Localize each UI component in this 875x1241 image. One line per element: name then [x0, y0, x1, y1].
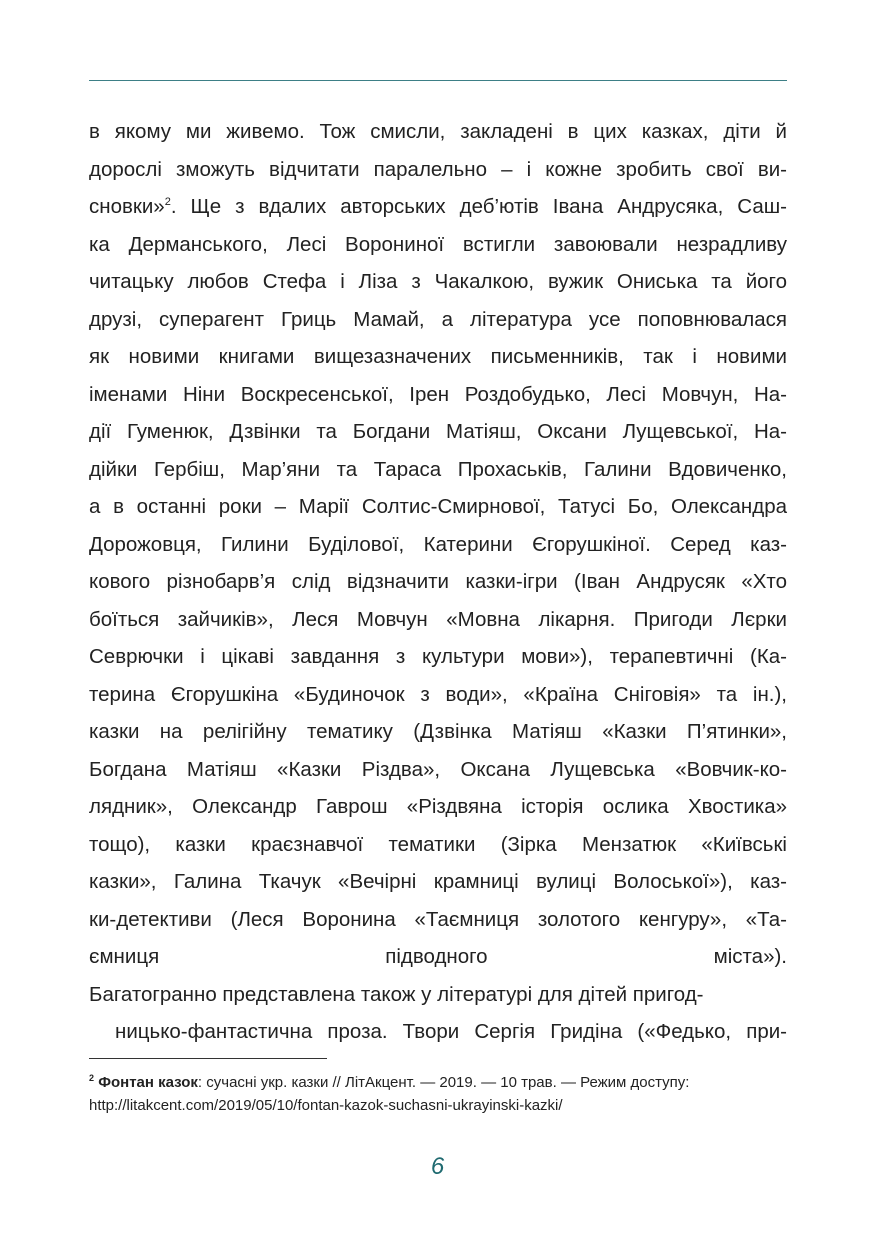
text-line: дії Гуменюк, Дзвінки та Богдани Матіяш, Оксани Лущевської, На- — [89, 420, 787, 443]
footnote-separator — [89, 1058, 327, 1059]
text-line: Богдана Матіяш «Казки Різдва», Оксана Лущевська «Вовчик-ко- — [89, 757, 787, 781]
footnote-title: Фонтан казок — [98, 1074, 198, 1091]
text-line: боїться зайчиків», Леся Мовчун «Мовна лікарня. Пригоди Лєрки — [89, 607, 787, 631]
page-number: 6 — [430, 1153, 445, 1180]
footnote-line — [89, 1071, 789, 1094]
text-line-with-footnote-ref — [89, 188, 787, 226]
text-line: Багатогранно представлена також у літературі для дітей пригод- — [89, 982, 704, 1006]
text-line: ємниця підводного міста»). — [89, 945, 787, 968]
text-line: а в останні роки – Марії Солтис-Смирнової, Татусі Бо, Олександра — [89, 495, 787, 518]
text-line: в якому ми живемо. Тож смисли, закладені в цих казках, діти й — [89, 120, 787, 143]
text-line: Дорожовця, Гилини Буділової, Катерини Єгорушкіної. Серед каз- — [89, 532, 787, 556]
text-line: читацьку любов Стефа і Ліза з Чакалкою, вужик Ониська та його — [89, 270, 787, 293]
footnote-number: 2 — [89, 1073, 95, 1083]
text-line: ки-детективи (Леся Воронина «Таємниця золотого кенгуру», «Та- — [89, 907, 787, 931]
text-line: дорослі зможуть відчитати паралельно – і кожне зробить свої ви- — [89, 157, 787, 181]
footnote-reference[interactable]: 2 — [164, 196, 171, 209]
header-rule — [89, 80, 787, 81]
text-line: іменами Ніни Воскресенської, Ірен Роздобудько, Лесі Мовчун, На- — [89, 382, 787, 406]
text-fragment: сновки» — [89, 195, 165, 218]
text-line: казки на релігійну тематику (Дзвінка Матіяш «Казки П’ятинки», — [89, 720, 787, 743]
text-line: як новими книгами вищезазначених письменників, так і новими — [89, 345, 787, 368]
footnote-text: : сучасні укр. казки // ЛітАкцент. — 2019. — 10 трав. — Режим доступу: — [197, 1074, 690, 1091]
text-line: казки», Галина Ткачук «Вечірні крамниці вулиці Волоської»), каз- — [89, 870, 787, 893]
text-line: дійки Гербіш, Мар’яни та Тараса Прохаськів, Галини Вдовиченко, — [89, 457, 787, 481]
main-text — [89, 113, 787, 1088]
text-fragment: . Ще з вдалих авторських деб’ютів Івана Андрусяка, Саш- — [170, 195, 787, 218]
text-line: кового різнобарв’я слід відзначити казки-ігри (Іван Андрусяк «Хто — [89, 570, 787, 593]
footnote — [89, 1071, 789, 1117]
text-line: терина Єгорушкіна «Будиночок з води», «Країна Сніговія» та ін.), — [89, 682, 787, 706]
footnote-url[interactable]: http://litakcent.com/2019/05/10/fontan-kazok-suchasni-ukrayinski-kazki/ — [89, 1097, 563, 1114]
text-line: Севрючки і цікаві завдання з культури мови»), терапевтичні (Ка- — [89, 645, 787, 668]
text-line: тощо), казки краєзнавчої тематики (Зірка Мензатюк «Київські — [89, 832, 787, 856]
text-line: лядник», Олександр Гаврош «Різдвяна історія ослика Хвостика» — [89, 795, 787, 818]
text-line-paragraph-start: ницько-фантастична проза. Твори Сергія Гридіна («Федько, при- — [115, 1020, 787, 1043]
text-line: друзі, суперагент Гриць Мамай, а література усе поповнювалася — [89, 307, 787, 331]
text-line: ка Дерманського, Лесі Ворониної встигли завоювали незрадливу — [89, 232, 787, 256]
